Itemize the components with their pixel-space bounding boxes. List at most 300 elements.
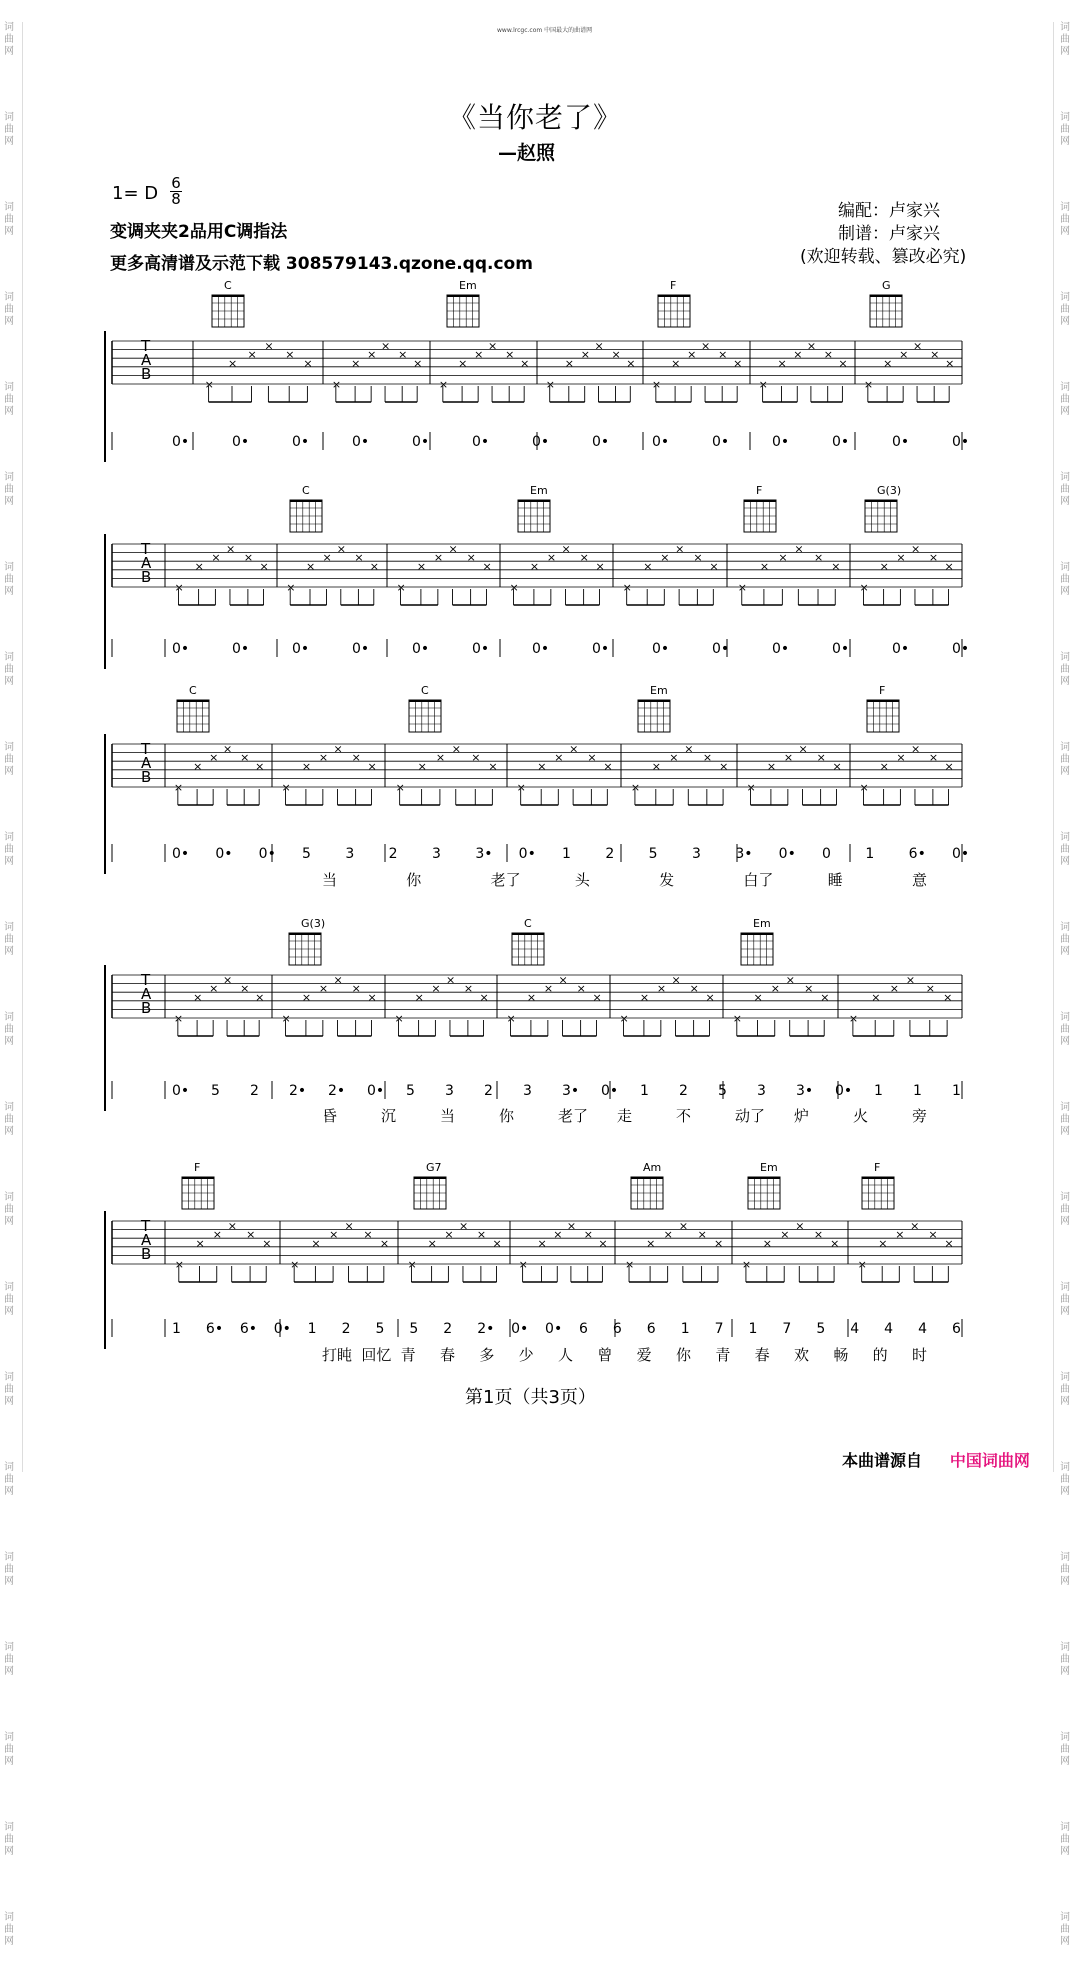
jianpu-note: 0•: [652, 434, 670, 450]
jianpu-note: 2•: [328, 1083, 346, 1099]
lyric-char: 青: [715, 1346, 731, 1364]
tab-note: ×: [223, 742, 233, 756]
tab-note: ×: [806, 339, 817, 353]
tab-note: ×: [684, 742, 694, 756]
tab-note: ×: [398, 348, 408, 362]
jianpu-note: 4: [884, 1321, 894, 1337]
tab-note: ×: [820, 990, 830, 1004]
jianpu-note: 5: [409, 1321, 419, 1337]
tab-note: ×: [482, 559, 492, 573]
lyric-char: 当: [440, 1107, 456, 1125]
tab-note: ×: [701, 339, 711, 353]
tab-note: ×: [795, 1219, 805, 1233]
jianpu-note: 1: [865, 846, 875, 862]
lyric-char: 老了: [490, 871, 521, 889]
lyric-char: 回忆: [361, 1346, 392, 1364]
tab-note: ×: [928, 751, 939, 765]
lyric-char: 走: [617, 1107, 633, 1125]
tab-note: ×: [463, 982, 474, 996]
tab-note: ×: [336, 542, 347, 556]
jianpu-note: 0•: [772, 434, 790, 450]
jianpu-note: 0•: [952, 641, 970, 657]
tab-note: ×: [255, 990, 265, 1004]
tab-note: ×: [583, 1228, 593, 1242]
tab-note: ×: [285, 348, 295, 362]
jianpu-note: 0•: [172, 434, 190, 450]
tab-note: ×: [379, 1236, 390, 1250]
tab-letter: B: [141, 768, 152, 786]
tab-note: ×: [259, 559, 269, 573]
tab-note: ×: [367, 990, 377, 1004]
tab-note: ×: [488, 339, 498, 353]
tab-letter: A: [141, 754, 152, 772]
lyric-char: 白了: [743, 871, 774, 889]
tab-note: ×: [619, 1012, 629, 1025]
tab-note: ×: [889, 982, 900, 996]
chord-name: Am: [643, 1161, 662, 1174]
jianpu-note: 3•: [796, 1083, 814, 1099]
tab-note: ×: [281, 1012, 291, 1025]
lyric-char: 旁: [912, 1107, 928, 1125]
tab-note: ×: [505, 348, 515, 362]
tab-note: ×: [318, 982, 329, 996]
tab-note: ×: [227, 1219, 237, 1233]
tab-note: ×: [928, 551, 939, 565]
tab-note: ×: [433, 551, 444, 565]
tab-note: ×: [474, 348, 484, 362]
tab-note: ×: [804, 982, 814, 996]
chord-name: G: [882, 279, 891, 292]
tab-note: ×: [603, 759, 613, 773]
tab-note: ×: [516, 781, 526, 794]
jianpu-note: 0•: [835, 1083, 853, 1099]
tab-note: ×: [281, 781, 291, 794]
tab-note: ×: [587, 751, 597, 765]
jianpu-note: 6: [952, 1321, 961, 1337]
chord-name: C: [224, 279, 232, 292]
source-link[interactable]: 中国词曲网: [949, 1451, 1030, 1470]
tab-letter: T: [141, 1217, 151, 1235]
tab-note: ×: [705, 990, 715, 1004]
lyric-char: 人: [558, 1346, 574, 1364]
tab-note: ×: [209, 751, 219, 765]
top-url: www.lrcgc.com 中国最大的曲谱网: [497, 27, 593, 34]
copyright-notice: (欢迎转载、篡改必究): [800, 247, 967, 267]
jianpu-note: 0•: [172, 846, 190, 862]
tab-note: ×: [758, 378, 768, 391]
tab-note: ×: [651, 759, 662, 773]
tab-note: ×: [639, 990, 650, 1004]
tab-note: ×: [896, 551, 906, 565]
jianpu-note: 0•: [511, 1321, 529, 1337]
tab-note: ×: [526, 990, 537, 1004]
tab-note: ×: [407, 1258, 417, 1271]
tab-note: ×: [579, 551, 589, 565]
tab-note: ×: [928, 1228, 938, 1242]
jianpu-note: 0•: [215, 846, 233, 862]
tab-note: ×: [451, 742, 461, 756]
tab-note: ×: [830, 1236, 840, 1250]
tab-letter: T: [141, 337, 151, 355]
jianpu-note: 0•: [532, 641, 550, 657]
jianpu-note: 0•: [352, 641, 370, 657]
chord-name: C: [189, 684, 197, 697]
lyric-char: 青: [400, 1346, 416, 1364]
tab-note: ×: [529, 559, 540, 573]
tab-note: ×: [766, 759, 777, 773]
tab-note: ×: [737, 581, 747, 594]
tab-note: ×: [838, 356, 848, 370]
tab-note: ×: [311, 1236, 321, 1250]
tab-note: ×: [780, 1228, 790, 1242]
tab-note: ×: [871, 990, 881, 1004]
tab-note: ×: [212, 1228, 222, 1242]
tab-note: ×: [427, 1236, 437, 1250]
tab-note: ×: [899, 348, 909, 362]
tab-note: ×: [322, 551, 332, 565]
chord-name: F: [670, 279, 677, 292]
lyric-char: 不: [676, 1107, 692, 1125]
jianpu-note: 6: [646, 1321, 656, 1337]
tab-note: ×: [831, 559, 841, 573]
jianpu-note: 5: [648, 846, 658, 862]
lyric-char: 老了: [558, 1107, 589, 1125]
tab-note: ×: [687, 348, 697, 362]
page-number: 第1页（共3页）: [465, 1387, 596, 1408]
jianpu-note: 3: [692, 846, 701, 862]
jianpu-note: 1: [748, 1321, 758, 1337]
jianpu-note: 0•: [412, 434, 430, 450]
tab-note: ×: [910, 1219, 920, 1233]
jianpu-note: 0•: [273, 1321, 291, 1337]
tab-note: ×: [558, 973, 568, 987]
chord-name: Em: [459, 279, 477, 292]
tab-note: ×: [354, 551, 364, 565]
tab-note: ×: [333, 973, 343, 987]
tab-note: ×: [416, 559, 427, 573]
tab-note: ×: [925, 982, 935, 996]
time-numerator: 6: [171, 174, 181, 192]
lyric-char: 你: [499, 1107, 515, 1125]
jianpu-note: 0•: [532, 434, 550, 450]
tab-note: ×: [626, 356, 636, 370]
tab-note: ×: [546, 551, 557, 565]
tab-note: ×: [675, 542, 685, 556]
chord-name: F: [756, 484, 763, 497]
tab-note: ×: [247, 348, 257, 362]
tab-note: ×: [944, 559, 954, 573]
jianpu-note: 4: [918, 1321, 928, 1337]
jianpu-note: 0•: [367, 1083, 385, 1099]
jianpu-note: 0•: [352, 434, 370, 450]
tab-note: ×: [798, 742, 808, 756]
tab-letter: T: [141, 740, 151, 758]
time-denominator: 8: [171, 190, 181, 208]
lyric-char: 春: [754, 1346, 770, 1364]
tab-note: ×: [643, 559, 653, 573]
lyric-char: 你: [406, 871, 422, 889]
lyric-char: 沉: [381, 1107, 397, 1125]
jianpu-note: 0•: [772, 641, 790, 657]
chord-name: G(3): [301, 917, 326, 930]
tab-note: ×: [816, 751, 826, 765]
lyric-char: 当: [322, 871, 338, 889]
tab-note: ×: [367, 759, 377, 773]
source-prefix: 本曲谱源自: [842, 1451, 923, 1470]
tab-note: ×: [381, 339, 391, 353]
tab-note: ×: [351, 356, 361, 370]
lyric-char: 发: [659, 871, 675, 889]
tab-note: ×: [732, 1012, 743, 1025]
jianpu-note: 0•: [292, 434, 310, 450]
tab-note: ×: [794, 542, 804, 556]
tab-note: ×: [611, 348, 621, 362]
tab-letter: B: [141, 365, 152, 383]
tab-note: ×: [394, 1012, 404, 1025]
tab-note: ×: [211, 551, 221, 565]
tab-note: ×: [793, 348, 803, 362]
tab-note: ×: [883, 356, 893, 370]
time-signature: [170, 176, 182, 206]
jianpu-note: 3•: [735, 846, 753, 862]
lyric-char: 火: [853, 1107, 869, 1125]
lyric-char: 少: [518, 1346, 534, 1364]
tab-note: ×: [663, 1228, 673, 1242]
tab-note: ×: [646, 1236, 656, 1250]
jianpu-note: 0: [822, 846, 831, 862]
jianpu-note: 3: [432, 846, 441, 862]
tab-note: ×: [173, 1012, 184, 1025]
tab-note: ×: [693, 551, 703, 565]
jianpu-note: 3: [445, 1083, 454, 1099]
transcriber: 制谱：卢家兴: [838, 224, 940, 244]
tab-note: ×: [770, 982, 780, 996]
lyric-char: 多: [479, 1346, 495, 1364]
jianpu-note: 0•: [545, 1321, 563, 1337]
tab-note: ×: [417, 759, 427, 773]
tab-note: ×: [580, 348, 590, 362]
lyric-char: 意: [912, 871, 928, 889]
tab-note: ×: [369, 559, 380, 573]
tab-note: ×: [859, 781, 869, 794]
tab-note: ×: [479, 990, 489, 1004]
tab-note: ×: [545, 378, 555, 391]
jianpu-note: 0•: [601, 1083, 619, 1099]
tab-note: ×: [753, 990, 763, 1004]
tab-note: ×: [719, 759, 729, 773]
tab-note: ×: [301, 990, 312, 1004]
tab-note: ×: [697, 1228, 707, 1242]
tab-note: ×: [569, 742, 579, 756]
jianpu-note: 5: [816, 1321, 826, 1337]
chord-name: G7: [426, 1161, 442, 1174]
tab-note: ×: [193, 990, 203, 1004]
jianpu-note: 5: [375, 1321, 385, 1337]
tab-note: ×: [333, 742, 343, 756]
tab-note: ×: [396, 581, 406, 594]
jianpu-note: 0•: [258, 846, 276, 862]
tab-note: ×: [395, 781, 405, 794]
tab-note: ×: [678, 1219, 689, 1233]
key-signature: 1= D: [112, 183, 159, 204]
jianpu-note: 0•: [592, 641, 610, 657]
chord-name: F: [194, 1161, 201, 1174]
jianpu-note: 0•: [952, 846, 970, 862]
tab-note: ×: [509, 581, 519, 594]
tab-note: ×: [702, 751, 713, 765]
lyric-char: 曾: [597, 1346, 613, 1364]
jianpu-note: 7: [782, 1321, 792, 1337]
tab-note: ×: [778, 551, 788, 565]
tab-note: ×: [863, 378, 874, 391]
tab-note: ×: [331, 378, 342, 391]
tab-note: ×: [228, 356, 238, 370]
tab-note: ×: [561, 542, 571, 556]
tab-letter: A: [141, 554, 152, 572]
jianpu-note: 2: [250, 1083, 259, 1099]
jianpu-note: 1: [640, 1083, 649, 1099]
jianpu-note: 3•: [562, 1083, 580, 1099]
capo-instruction: 变调夹夹2品用C调指法: [110, 222, 288, 242]
tab-note: ×: [709, 559, 719, 573]
tab-note: ×: [458, 356, 468, 370]
tab-note: ×: [264, 339, 274, 353]
tab-note: ×: [537, 1236, 547, 1250]
tab-note: ×: [445, 973, 456, 987]
chord-name: G(3): [877, 484, 902, 497]
lyric-char: 昏: [322, 1107, 338, 1125]
jianpu-note: 0•: [712, 641, 730, 657]
jianpu-note: 5: [406, 1083, 415, 1099]
jianpu-note: 0•: [172, 1083, 190, 1099]
tab-note: ×: [943, 990, 953, 1004]
tab-note: ×: [595, 559, 605, 573]
tab-note: ×: [240, 982, 250, 996]
tab-note: ×: [173, 781, 184, 794]
tab-note: ×: [759, 559, 770, 573]
tab-note: ×: [669, 751, 679, 765]
jianpu-note: 2•: [289, 1083, 307, 1099]
tab-note: ×: [944, 1236, 954, 1250]
tab-note: ×: [204, 378, 214, 391]
tab-note: ×: [622, 581, 632, 594]
tab-note: ×: [660, 551, 670, 565]
lyric-char: 睡: [827, 871, 843, 889]
tab-note: ×: [438, 378, 449, 391]
tab-note: ×: [488, 759, 498, 773]
tab-note: ×: [910, 542, 921, 556]
tab-note: ×: [910, 742, 921, 756]
jianpu-note: 1: [874, 1083, 883, 1099]
jianpu-note: 3: [345, 846, 355, 862]
tab-note: ×: [895, 1228, 905, 1242]
tab-note: ×: [813, 1228, 824, 1242]
jianpu-note: 2: [341, 1321, 351, 1337]
tab-note: ×: [944, 759, 954, 773]
tab-note: ×: [913, 339, 923, 353]
tab-letter: A: [141, 1231, 152, 1249]
tab-note: ×: [832, 759, 842, 773]
tab-note: ×: [592, 990, 602, 1004]
tab-note: ×: [209, 982, 219, 996]
jianpu-note: 0•: [518, 846, 536, 862]
lyric-char: 的: [872, 1346, 888, 1364]
lyric-char: 欢: [794, 1346, 810, 1364]
tab-note: ×: [564, 356, 575, 370]
side-watermark-left: 词 曲 网 词 曲 网 词 曲 网 词 曲 网 词 曲 网 词 曲 网 词 曲 网 词 曲 网 词 曲 网 词 曲 网 词 曲 网 词 曲 网 词 曲 网 词 曲 网 词 曲 网 词 曲 网 词 曲 网 词 曲 网 词 曲 网 词 曲 网 词 曲 网 词 曲 网: [4, 22, 14, 1947]
jianpu-note: 6: [612, 1321, 622, 1337]
jianpu-note: 5: [302, 846, 311, 862]
jianpu-note: 3: [523, 1083, 532, 1099]
tab-note: ×: [566, 1219, 577, 1233]
tab-note: ×: [741, 1258, 752, 1271]
tab-note: ×: [351, 751, 361, 765]
tab-note: ×: [857, 1258, 867, 1271]
source-credit: [842, 1448, 1030, 1471]
lyric-char: 爱: [636, 1346, 652, 1364]
jianpu-note: 0•: [172, 641, 190, 657]
tab-note: ×: [243, 551, 254, 565]
tab-letter: B: [141, 1245, 152, 1263]
tab-note: ×: [344, 1219, 354, 1233]
tab-note: ×: [823, 348, 833, 362]
lyric-char: 时: [912, 1346, 928, 1364]
tab-note: ×: [848, 1012, 859, 1025]
lyric-char: 你: [676, 1346, 692, 1364]
tab-note: ×: [671, 356, 681, 370]
lyric-char: 动了: [735, 1107, 766, 1125]
tab-note: ×: [651, 378, 662, 391]
jianpu-note: 6•: [908, 846, 926, 862]
jianpu-note: 2: [605, 846, 615, 862]
tab-note: ×: [930, 348, 940, 362]
jianpu-note: 6•: [205, 1321, 224, 1337]
jianpu-note: 0•: [592, 434, 610, 450]
jianpu-note: 2: [388, 846, 398, 862]
jianpu-note: 2: [443, 1321, 453, 1337]
tab-note: ×: [351, 982, 361, 996]
chord-name: F: [879, 684, 886, 697]
lyric-char: 打盹: [322, 1346, 353, 1364]
jianpu-note: 1: [172, 1321, 181, 1337]
tab-note: ×: [225, 542, 236, 556]
tab-note: ×: [329, 1228, 339, 1242]
tab-note: ×: [506, 1012, 516, 1025]
jianpu-note: 0•: [652, 641, 670, 657]
chord-name: C: [421, 684, 429, 697]
tab-note: ×: [718, 348, 728, 362]
jianpu-note: 1: [307, 1321, 317, 1337]
chord-name: Em: [753, 917, 771, 930]
tab-note: ×: [458, 1219, 469, 1233]
tab-note: ×: [905, 973, 916, 987]
chord-name: Em: [650, 684, 668, 697]
lyric-char: 炉: [794, 1107, 810, 1125]
tab-note: ×: [777, 356, 787, 370]
tab-note: ×: [945, 356, 955, 370]
tab-note: ×: [625, 1258, 635, 1271]
tab-note: ×: [878, 1236, 888, 1250]
artist: —赵照: [498, 142, 556, 164]
tab-note: ×: [318, 751, 329, 765]
jianpu-note: 2: [679, 1083, 688, 1099]
jianpu-note: 3•: [475, 846, 493, 862]
tab-note: ×: [671, 973, 681, 987]
jianpu-note: 0•: [472, 641, 490, 657]
lyric-char: 畅: [833, 1346, 849, 1364]
chord-name: Em: [530, 484, 548, 497]
tab-note: ×: [814, 551, 824, 565]
